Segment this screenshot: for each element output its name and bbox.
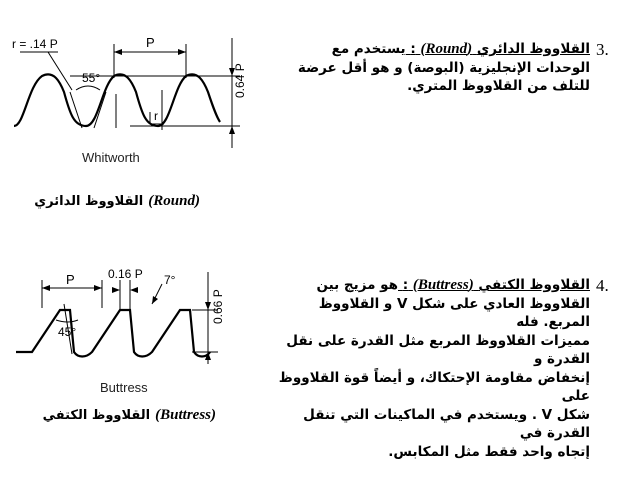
- buttress-paragraph-line-6: إتجاه واحد فقط مثل المكابس.: [388, 443, 590, 460]
- buttress-thread-diagram: [12, 264, 237, 404]
- buttress-caption-ar: القلاووظ الكتفي: [42, 408, 151, 423]
- round-para-head: القلاووظ الدائري (Round) :: [410, 41, 590, 57]
- buttress-pitch-label: P: [66, 272, 75, 287]
- whitworth-small-r-label: r: [154, 109, 158, 123]
- buttress-caption: [20, 404, 216, 424]
- buttress-name-label: Buttress: [100, 380, 148, 395]
- buttress-paragraph-line-4: إنخفاض مقاومة الإحتكاك، و أيضاً قوة القلاووظ على: [278, 369, 590, 404]
- round-caption-en: (Round): [148, 193, 200, 209]
- buttress-angle-label: 45°: [58, 325, 77, 339]
- round-caption-ar: القلاووظ الدائري: [34, 194, 144, 209]
- buttress-caption-en: (Buttress): [155, 407, 216, 423]
- whitworth-pitch-label: P: [146, 35, 155, 50]
- round-paragraph-line-3: للتلف من القلاووظ المتري.: [407, 78, 590, 94]
- buttress-profile: [16, 310, 210, 357]
- buttress-paragraph: [270, 276, 590, 461]
- buttress-para-head: القلاووظ الكتفي (Buttress) :: [402, 277, 590, 293]
- buttress-paragraph-line-2: القلاووظ العادي على شكل V و القلاووظ المربع. فله: [318, 295, 590, 330]
- whitworth-angle-label: 55°: [82, 71, 101, 85]
- whitworth-radius-label: r = .14 P: [12, 37, 58, 51]
- buttress-paragraph-line-1: القلاووظ الكتفي (Buttress) : هو مزيج بين: [316, 277, 590, 293]
- round-paragraph-line-2: الوحدات الإنجليزية (البوصة) و هو أقل عرضة: [297, 59, 590, 76]
- buttress-angle-top-label: 7°: [164, 273, 176, 287]
- whitworth-height-label: 0.64 P: [233, 63, 247, 98]
- round-caption: [20, 190, 200, 210]
- buttress-height-label: 0.66 P: [211, 289, 225, 324]
- item-number-3: 3.: [596, 40, 609, 59]
- buttress-paragraph-line-3: مميزات القلاووظ المربع مثل القدرة على نقل القدرة و: [286, 332, 590, 367]
- buttress-flat-label: 0.16 P: [108, 267, 143, 281]
- whitworth-thread-diagram: [10, 30, 250, 175]
- round-paragraph-line-1: القلاووظ الدائري (Round) : يستخدم مع: [331, 41, 590, 57]
- round-paragraph: [292, 40, 590, 96]
- item-number-4: 4.: [596, 276, 609, 295]
- buttress-paragraph-line-5: شكل V . ويستخدم في الماكينات التي تنقل القدرة في: [303, 406, 590, 441]
- whitworth-profile: [14, 74, 220, 126]
- whitworth-name-label: Whitworth: [82, 150, 140, 165]
